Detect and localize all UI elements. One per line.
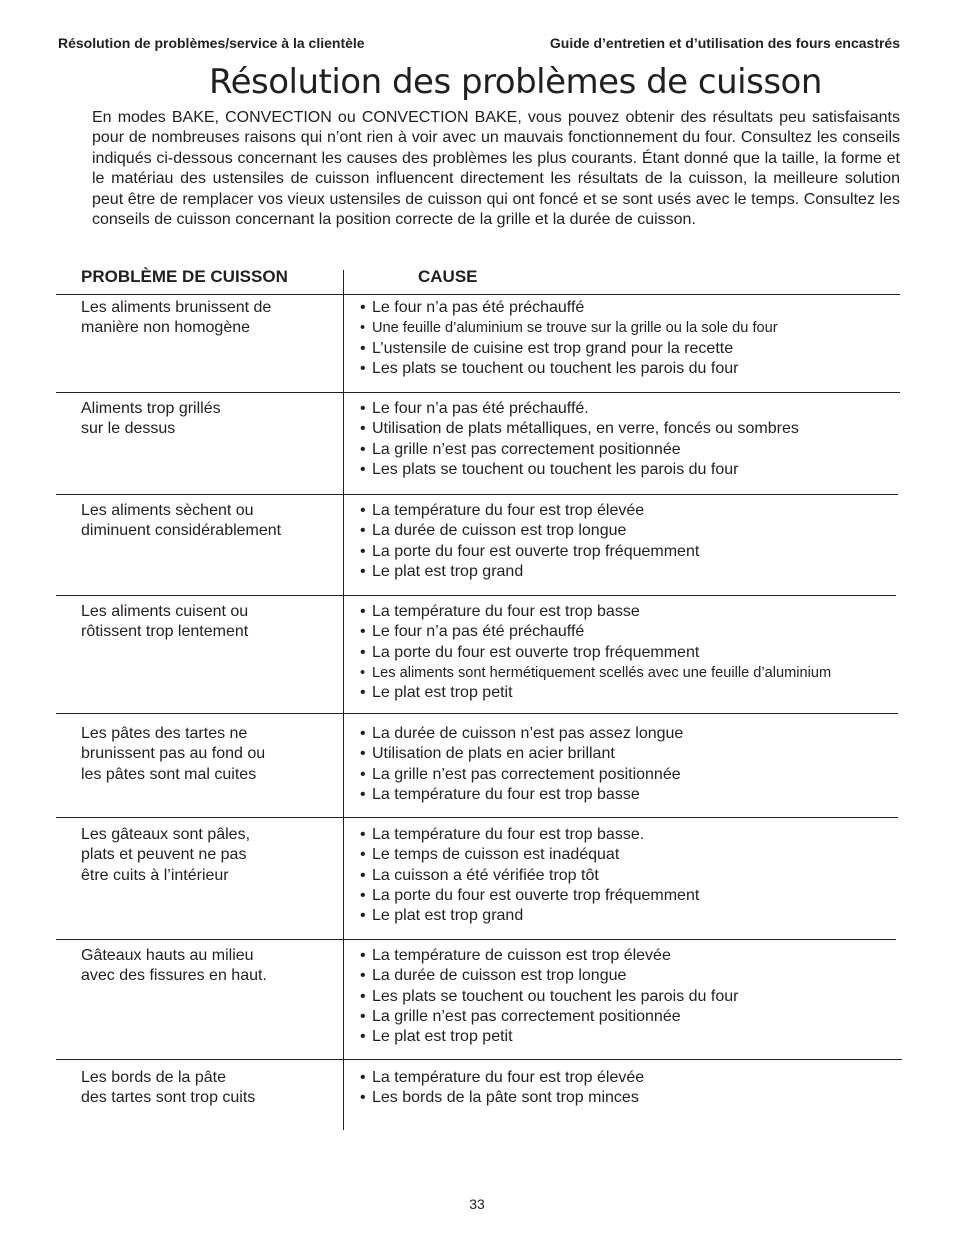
- problem-line: diminuent considérablement: [81, 522, 282, 540]
- cause-text: La température du four est trop basse.: [372, 826, 645, 843]
- cause-text: La durée de cuisson n’est pas assez longue: [372, 725, 684, 742]
- cause-list: [360, 1068, 900, 1109]
- bullet-icon: •: [360, 299, 366, 316]
- cause-text: La grille n’est pas correctement positionnée: [372, 765, 681, 783]
- bullet-icon: •: [360, 542, 366, 560]
- bullet-icon: •: [360, 502, 366, 519]
- column-header-problem: PROBLÈME DE CUISSON: [81, 267, 288, 286]
- bullet-icon: •: [360, 886, 366, 904]
- problem-line: rôtissent trop lentement: [81, 623, 249, 641]
- problem-cell: [81, 298, 331, 339]
- cause-item: [360, 440, 900, 460]
- bullet-icon: •: [360, 846, 366, 864]
- cause-item: [360, 724, 900, 744]
- problem-line: Les aliments cuisent ou: [81, 603, 249, 620]
- bullet-icon: •: [360, 907, 366, 925]
- cause-text: Les bords de la pâte sont trop minces: [372, 1089, 639, 1107]
- cause-text: Le four n’a pas été préchauffé: [372, 299, 585, 316]
- cause-list: [360, 602, 900, 703]
- cause-item: [360, 987, 900, 1007]
- header-rule: [56, 294, 900, 295]
- cause-list: [360, 298, 900, 379]
- cause-text: La température de cuisson est trop élevée: [372, 947, 671, 964]
- problem-line: les pâtes sont mal cuites: [81, 765, 257, 783]
- bullet-icon: •: [360, 1028, 366, 1046]
- cause-item: [360, 622, 900, 642]
- page-number: 33: [469, 1196, 485, 1212]
- cause-text: La grille n’est pas correctement positionnée: [372, 440, 681, 458]
- cause-item: [360, 663, 900, 683]
- problem-line: plats et peuvent ne pas: [81, 846, 247, 864]
- problem-line: être cuits à l’intérieur: [81, 866, 229, 884]
- cause-list: [360, 501, 900, 582]
- problem-line: Aliments trop grillés: [81, 400, 221, 417]
- problem-line: Gâteaux hauts au milieu: [81, 947, 254, 964]
- page-title: Résolution des problèmes de cuisson: [209, 62, 822, 102]
- cause-item: [360, 1027, 900, 1047]
- cause-item: [360, 562, 900, 582]
- cause-text: La durée de cuisson est trop longue: [372, 522, 627, 540]
- cause-text: L’ustensile de cuisine est trop grand pour la recette: [372, 339, 734, 357]
- bullet-icon: •: [360, 359, 366, 377]
- cause-item: [360, 845, 900, 865]
- problem-line: Les pâtes des tartes ne: [81, 725, 248, 742]
- bullet-icon: •: [360, 522, 366, 540]
- cause-text: Les aliments sont hermétiquement scellés avec une feuille d’aluminium: [372, 664, 832, 681]
- cause-item: [360, 298, 900, 318]
- bullet-icon: •: [360, 420, 366, 438]
- problem-cell: [81, 501, 331, 542]
- cause-item: [360, 359, 900, 379]
- intro-paragraph: En modes BAKE, CONVECTION ou CONVECTION BAKE, vous pouvez obtenir des résultats peu satisfaisants pour de nombreuses raisons qui n’ont rien à voir avec un mauvais fonctionnement du four. Consultez les conseils indiqués ci-dessous concernant les causes des problèmes les plus courants. Étant donné que la taille, la forme et le matériau des ustensiles de cuisson influencent directement les résultats de la cuisson, la meilleure solution peut être de remplacer vos vieux ustensiles de cuisson qui ont foncé et se sont usés avec le temps. Consultez les conseils de cuisson concernant la position correcte de la grille et la durée de cuisson.: [92, 109, 900, 229]
- cause-text: La porte du four est ouverte trop fréquemment: [372, 542, 700, 560]
- cause-item: [360, 1068, 900, 1088]
- bullet-icon: •: [360, 1089, 366, 1107]
- cause-item: [360, 1007, 900, 1027]
- row-separator: [56, 494, 898, 495]
- cause-text: Les plats se touchent ou touchent les parois du four: [372, 987, 739, 1005]
- bullet-icon: •: [360, 1007, 366, 1025]
- cause-item: [360, 542, 900, 562]
- cause-text: Utilisation de plats métalliques, en verre, foncés ou sombres: [372, 420, 799, 438]
- bullet-icon: •: [360, 866, 366, 884]
- bullet-icon: •: [360, 987, 366, 1005]
- cause-text: Le plat est trop grand: [372, 907, 524, 925]
- bullet-icon: •: [360, 947, 366, 964]
- cause-list: [360, 724, 900, 805]
- cause-item: [360, 866, 900, 886]
- cause-item: [360, 643, 900, 663]
- problem-cell: [81, 946, 331, 987]
- cause-text: Le plat est trop petit: [372, 1028, 513, 1046]
- cause-item: [360, 825, 900, 845]
- cause-item: [360, 886, 900, 906]
- cause-text: Une feuille d’aluminium se trouve sur la grille ou la sole du four: [372, 320, 778, 337]
- cause-text: Le temps de cuisson est inadéquat: [372, 846, 620, 864]
- bullet-icon: •: [360, 745, 366, 763]
- problem-line: Les gâteaux sont pâles,: [81, 826, 251, 843]
- cause-text: La température du four est trop élevée: [372, 1069, 645, 1086]
- cause-text: La durée de cuisson est trop longue: [372, 967, 627, 985]
- cause-item: [360, 765, 900, 785]
- cause-text: La température du four est trop basse: [372, 603, 640, 620]
- cause-list: [360, 825, 900, 926]
- row-separator: [56, 939, 896, 940]
- bullet-icon: •: [360, 967, 366, 985]
- bullet-icon: •: [360, 684, 366, 702]
- problem-line: manière non homogène: [81, 319, 251, 337]
- cause-list: [360, 399, 900, 480]
- cause-item: [360, 966, 900, 986]
- column-header-cause: CAUSE: [418, 267, 478, 286]
- problem-cell: [81, 825, 331, 886]
- cause-text: Les plats se touchent ou touchent les parois du four: [372, 359, 739, 377]
- bullet-icon: •: [360, 339, 366, 357]
- problem-cell: [81, 399, 331, 440]
- bullet-icon: •: [360, 1069, 366, 1086]
- bullet-icon: •: [360, 562, 366, 580]
- cause-text: Les plats se touchent ou touchent les parois du four: [372, 460, 739, 478]
- cause-text: Le plat est trop grand: [372, 562, 524, 580]
- problem-cell: [81, 1068, 331, 1109]
- cause-item: [360, 339, 900, 359]
- bullet-icon: •: [360, 826, 366, 843]
- problem-cell: [81, 602, 331, 643]
- cause-text: Le plat est trop petit: [372, 684, 513, 702]
- cause-item: [360, 785, 900, 805]
- cause-item: [360, 744, 900, 764]
- running-header-section: Résolution de problèmes/service à la clientèle: [58, 35, 365, 51]
- cause-text: La porte du four est ouverte trop fréquemment: [372, 643, 700, 661]
- cause-text: Le four n’a pas été préchauffé.: [372, 400, 589, 417]
- row-separator: [56, 1059, 902, 1060]
- problem-cell: [81, 724, 331, 785]
- problem-line: sur le dessus: [81, 420, 176, 438]
- cause-item: [360, 906, 900, 926]
- problem-line: Les bords de la pâte: [81, 1069, 226, 1086]
- bullet-icon: •: [360, 664, 366, 681]
- problem-line: Les aliments brunissent de: [81, 299, 272, 316]
- cause-text: Utilisation de plats en acier brillant: [372, 745, 615, 763]
- row-separator: [56, 817, 898, 818]
- bullet-icon: •: [360, 643, 366, 661]
- bullet-icon: •: [360, 400, 366, 417]
- bullet-icon: •: [360, 725, 366, 742]
- cause-text: La porte du four est ouverte trop fréquemment: [372, 886, 700, 904]
- cause-text: La température du four est trop élevée: [372, 502, 645, 519]
- cause-item: [360, 683, 900, 703]
- cause-item: [360, 318, 900, 338]
- problem-line: des tartes sont trop cuits: [81, 1089, 256, 1107]
- column-divider: [343, 270, 344, 1130]
- bullet-icon: •: [360, 785, 366, 803]
- cause-text: Le four n’a pas été préchauffé: [372, 623, 585, 641]
- problem-line: avec des fissures en haut.: [81, 967, 267, 985]
- cause-item: [360, 602, 900, 622]
- bullet-icon: •: [360, 765, 366, 783]
- bullet-icon: •: [360, 460, 366, 478]
- cause-list: [360, 946, 900, 1047]
- problem-line: brunissent pas au fond ou: [81, 745, 266, 763]
- cause-item: [360, 399, 900, 419]
- row-separator: [56, 595, 896, 596]
- bullet-icon: •: [360, 440, 366, 458]
- cause-item: [360, 946, 900, 966]
- cause-item: [360, 1088, 900, 1108]
- bullet-icon: •: [360, 603, 366, 620]
- row-separator: [56, 713, 898, 714]
- cause-text: La grille n’est pas correctement positionnée: [372, 1007, 681, 1025]
- cause-text: La température du four est trop basse: [372, 785, 640, 803]
- running-header-guide-title: Guide d’entretien et d’utilisation des fours encastrés: [549, 35, 900, 51]
- problem-line: Les aliments sèchent ou: [81, 502, 254, 519]
- cause-item: [360, 501, 900, 521]
- cause-item: [360, 521, 900, 541]
- bullet-icon: •: [360, 623, 366, 641]
- cause-text: La cuisson a été vérifiée trop tôt: [372, 866, 599, 884]
- bullet-icon: •: [360, 320, 366, 337]
- row-separator: [56, 392, 900, 393]
- cause-item: [360, 460, 900, 480]
- cause-item: [360, 419, 900, 439]
